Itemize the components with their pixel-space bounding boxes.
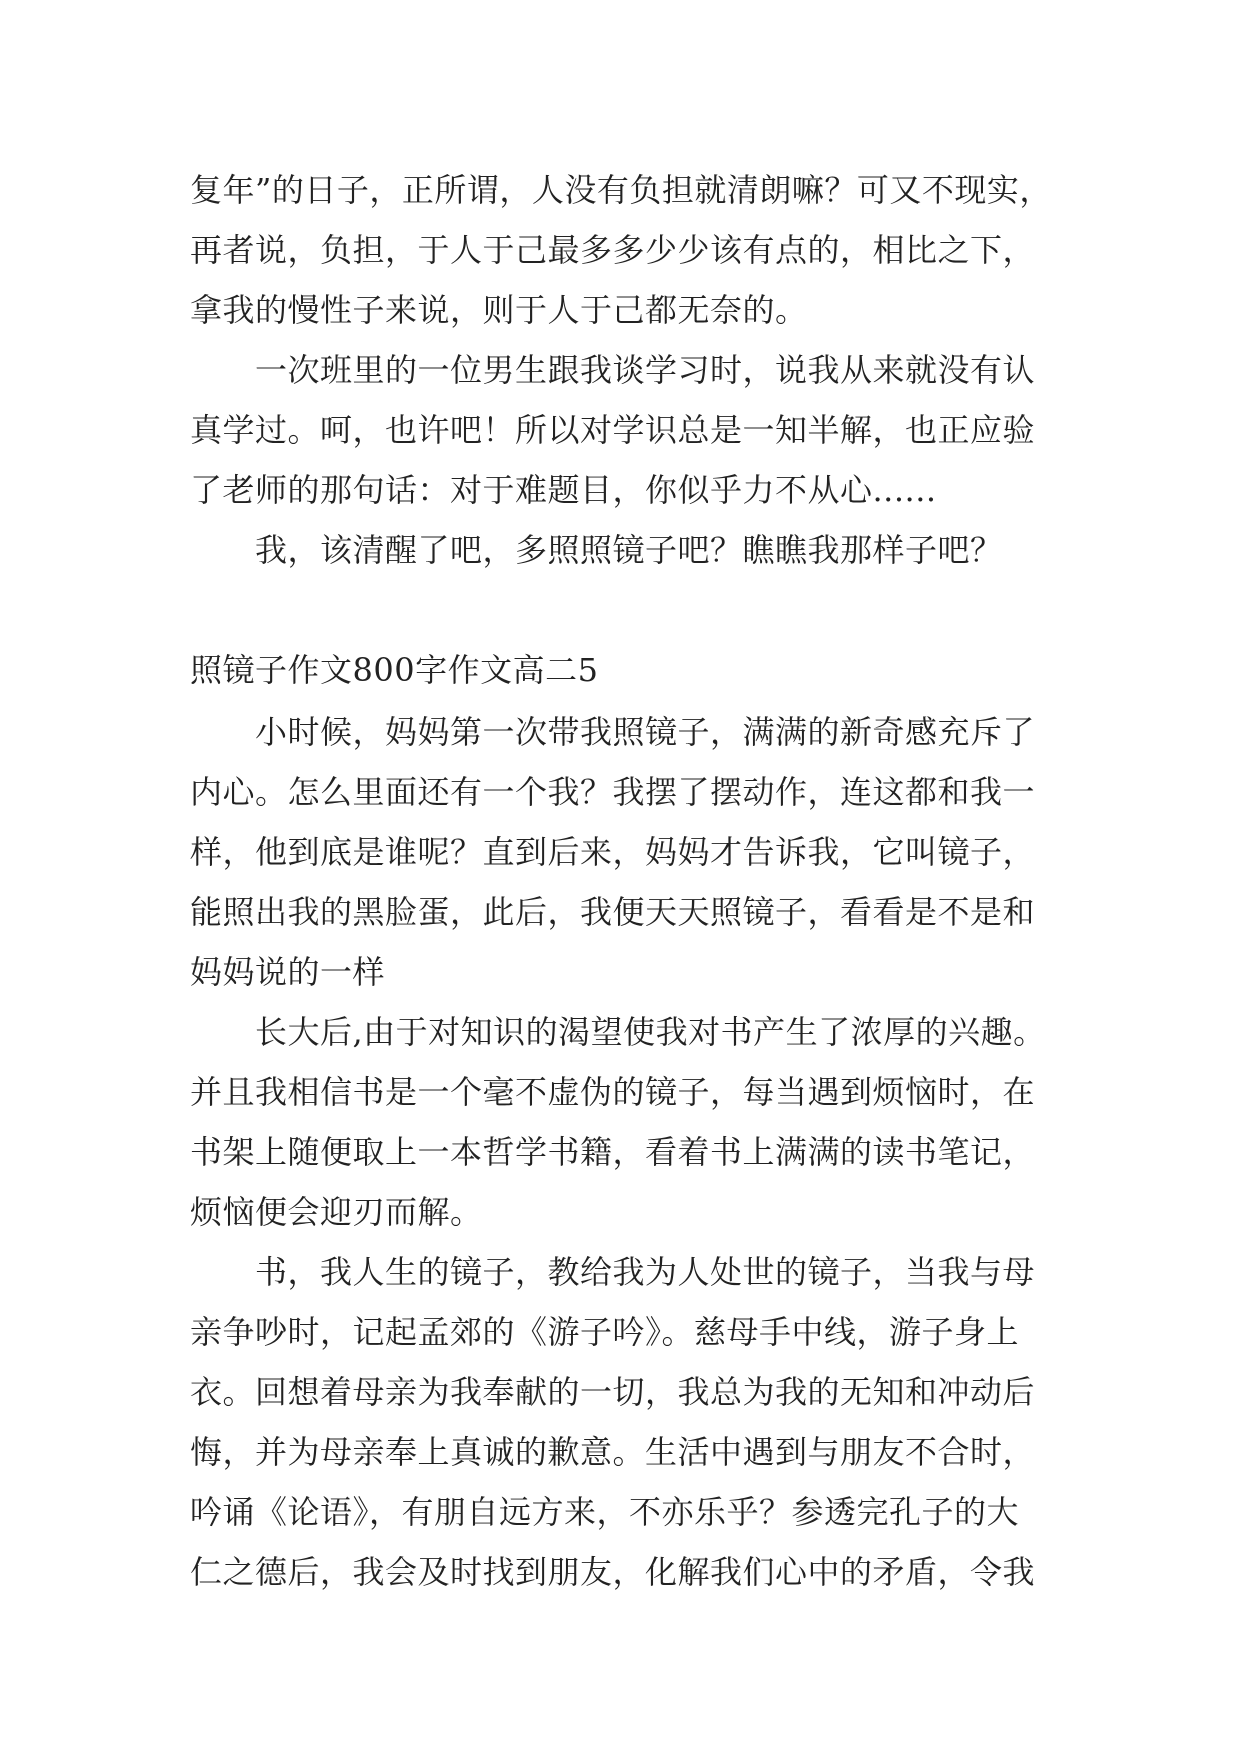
text-line: 妈妈说的一样 <box>190 953 386 991</box>
text-line: 仁之德后，我会及时找到朋友，化解我们心中的矛盾，令我 <box>190 1553 1036 1591</box>
text-line: 吟诵《论语》，有朋自远方来，不亦乐乎？参透完孔子的大 <box>190 1493 1020 1531</box>
section-gap <box>190 580 1060 638</box>
text-line: 小时候，妈妈第一次带我照镜子，满满的新奇感充斥了 <box>255 713 1036 751</box>
text-line: 我，该清醒了吧，多照照镜子吧？瞧瞧我那样子吧？ <box>255 531 1003 569</box>
paragraph <box>190 1242 1060 1602</box>
text-line: 一次班里的一位男生跟我谈学习时，说我从来就没有认 <box>255 351 1036 389</box>
text-line: 书，我人生的镜子，教给我为人处世的镜子，当我与母 <box>255 1253 1036 1291</box>
paragraph <box>190 1002 1060 1242</box>
text-line: 复年”的日子，正所谓，人没有负担就清朗嘛？可又不现实， <box>190 171 1052 209</box>
text-line: 亲争吵时，记起孟郊的《游子吟》。慈母手中线，游子身上 <box>190 1313 1020 1351</box>
text-line: 拿我的慢性子来说，则于人于己都无奈的。 <box>190 291 808 329</box>
text-line: 真学过。呵，也许吧！所以对学识总是一知半解，也正应验 <box>190 411 1036 449</box>
text-line: 悔，并为母亲奉上真诚的歉意。生活中遇到与朋友不合时， <box>190 1433 1036 1471</box>
paragraph <box>190 702 1060 1002</box>
text-line: 样，他到底是谁呢？直到后来，妈妈才告诉我，它叫镜子， <box>190 833 1036 871</box>
paragraph <box>190 520 1060 580</box>
text-line: 能照出我的黑脸蛋，此后，我便天天照镜子，看看是不是和 <box>190 893 1036 931</box>
text-line: 长大后,由于对知识的渴望使我对书产生了浓厚的兴趣。 <box>255 1013 1046 1051</box>
text-line: 再者说，负担，于人于己最多多少少该有点的，相比之下， <box>190 231 1036 269</box>
text-line: 书架上随便取上一本哲学书籍，看着书上满满的读书笔记， <box>190 1133 1036 1171</box>
text-line: 内心。怎么里面还有一个我？我摆了摆动作，连这都和我一 <box>190 773 1036 811</box>
essay-body <box>190 160 1060 1602</box>
text-line: 并且我相信书是一个毫不虚伪的镜子，每当遇到烦恼时，在 <box>190 1073 1036 1111</box>
section-title: 照镜子作文800字作文高二5 <box>190 651 599 689</box>
text-line: 了老师的那句话：对于难题目，你似乎力不从心...... <box>190 471 937 509</box>
text-line: 衣。回想着母亲为我奉献的一切，我总为我的无知和冲动后 <box>190 1373 1036 1411</box>
paragraph <box>190 340 1060 520</box>
text-line: 烦恼便会迎刃而解。 <box>190 1193 483 1231</box>
paragraph-continuation <box>190 160 1060 340</box>
